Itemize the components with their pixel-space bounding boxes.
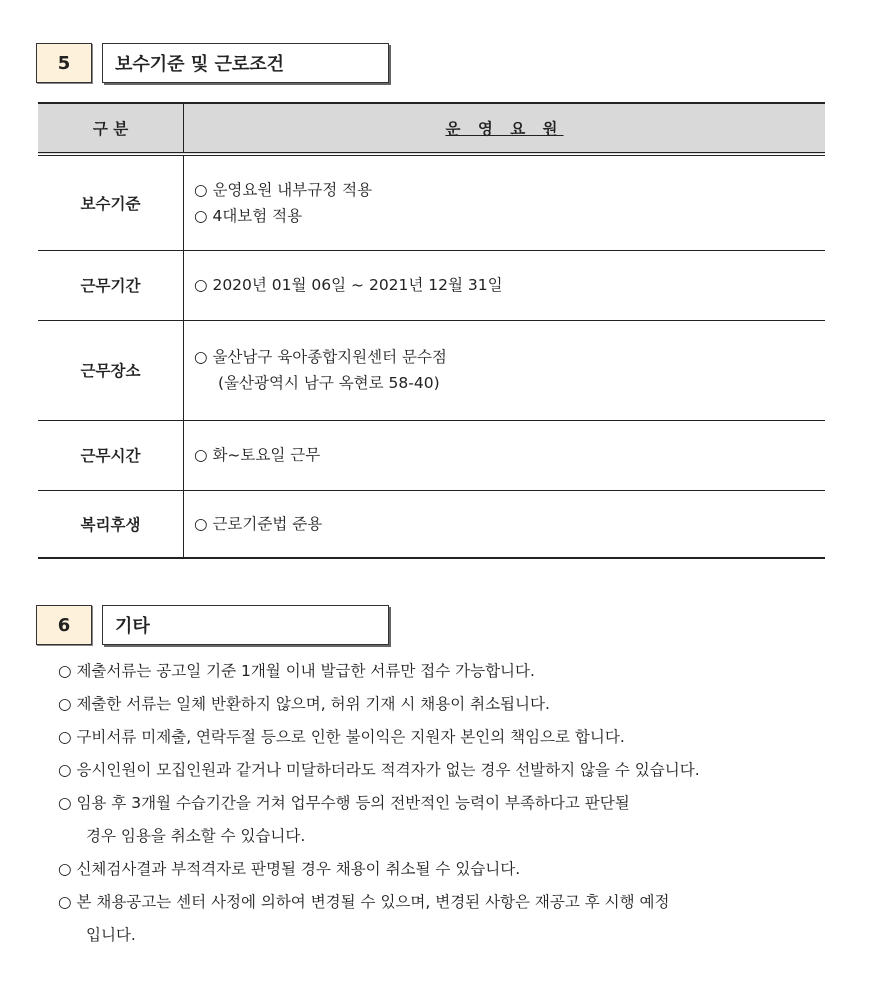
section-5-header xyxy=(36,43,389,85)
table-row xyxy=(38,250,825,320)
table-row xyxy=(38,420,825,490)
section-number: 6 xyxy=(36,605,92,645)
row-line: ○ 4대보험 적용 xyxy=(194,206,303,225)
conditions-table xyxy=(38,102,825,559)
row-line: (울산광역시 남구 옥현로 58-40) xyxy=(218,374,440,392)
list-item: ○ 임용 후 3개월 수습기간을 거쳐 업무수행 등의 전반적인 능력이 부족하다고 판단될 xyxy=(58,794,630,812)
row-line: ○ 화~토요일 근무 xyxy=(194,446,321,464)
row-content xyxy=(184,420,826,490)
row-line: ○ 근로기준법 준용 xyxy=(194,514,323,533)
row-content xyxy=(184,154,826,250)
list-item: ○ 제출한 서류는 일체 반환하지 않으며, 허위 기재 시 채용이 취소됩니다. xyxy=(58,695,550,713)
table-header-row xyxy=(38,103,825,154)
row-content xyxy=(184,250,826,320)
list-item: ○ 본 채용공고는 센터 사정에 의하여 변경될 수 있으며, 변경된 사항은 재공고 후 시행 예정 xyxy=(58,893,670,911)
section-6-header xyxy=(36,605,389,647)
row-content xyxy=(184,490,826,558)
row-label: 근무기간 xyxy=(38,250,184,320)
row-label: 보수기준 xyxy=(38,154,184,250)
section-title: 보수기준 및 근로조건 xyxy=(102,43,389,83)
section-title: 기타 xyxy=(102,605,389,645)
header-role: 운 영 요 원 xyxy=(184,103,826,154)
list-item: ○ 응시인원이 모집인원과 같거나 미달하더라도 적격자가 없는 경우 선발하지 않을 수 있습니다. xyxy=(58,761,700,779)
row-label: 복리후생 xyxy=(38,490,184,558)
row-line: ○ 울산남구 육아종합지원센터 문수점 xyxy=(194,348,447,366)
table-row xyxy=(38,154,825,250)
table-row xyxy=(38,320,825,420)
table-row xyxy=(38,490,825,558)
list-item: ○ 제출서류는 공고일 기준 1개월 이내 발급한 서류만 접수 가능합니다. xyxy=(58,662,535,680)
row-content xyxy=(184,320,826,420)
notes-list xyxy=(58,655,838,952)
row-label: 근무시간 xyxy=(38,420,184,490)
row-line: ○ 2020년 01월 06일 ~ 2021년 12월 31일 xyxy=(194,276,503,294)
list-item: ○ 구비서류 미제출, 연락두절 등으로 인한 불이익은 지원자 본인의 책임으로 합니다. xyxy=(58,728,625,746)
section-number: 5 xyxy=(36,43,92,83)
list-item-continuation: 경우 임용을 취소할 수 있습니다. xyxy=(86,827,306,845)
list-item-continuation: 입니다. xyxy=(86,926,136,944)
list-item: ○ 신체검사결과 부적격자로 판명될 경우 채용이 취소될 수 있습니다. xyxy=(58,860,521,878)
header-category: 구 분 xyxy=(38,103,184,154)
row-line: ○ 운영요원 내부규정 적용 xyxy=(194,180,373,199)
row-label: 근무장소 xyxy=(38,320,184,420)
